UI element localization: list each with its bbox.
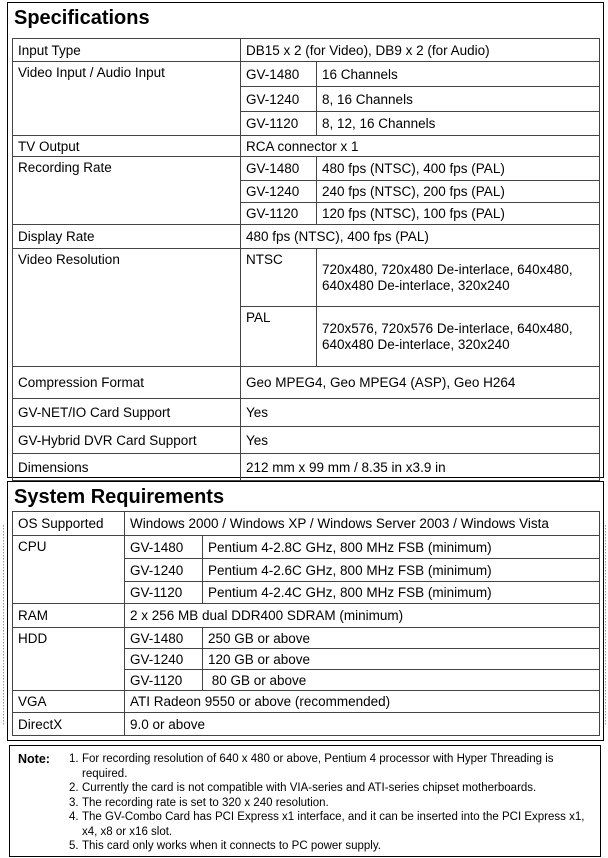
spec-label: Compression Format <box>13 367 241 399</box>
req-value: 2 x 256 MB dual DDR400 SDRAM (minimum) <box>125 604 600 628</box>
spec-label: Display Rate <box>13 225 241 249</box>
model-cell: GV-1240 <box>241 87 317 112</box>
note-text: This card only works when it connects to PC power supply. <box>82 840 381 852</box>
spec-value: 480 fps (NTSC), 400 fps (PAL) <box>317 157 600 181</box>
req-value: 120 GB or above <box>203 649 600 670</box>
req-value: 80 GB or above <box>203 670 600 691</box>
spec-value: DB15 x 2 (for Video), DB9 x 2 (for Audio) <box>241 39 600 62</box>
note-number: 5. <box>69 840 79 852</box>
table-row <box>13 249 600 307</box>
table-row <box>13 691 600 713</box>
table-row <box>13 628 600 649</box>
note-text: The recording rate is set to 320 x 240 resolution. <box>82 796 329 809</box>
model-cell: GV-1120 <box>241 203 317 225</box>
table-row <box>13 713 600 736</box>
system-cell: NTSC <box>241 249 317 307</box>
req-value: Pentium 4-2.4C GHz, 800 MHz FSB (minimum) <box>203 582 600 604</box>
note-text: Currently the card is not compatible with VIA-series and ATI-series chipset motherboards. <box>82 782 537 794</box>
spec-value: 240 fps (NTSC), 200 fps (PAL) <box>317 181 600 203</box>
req-value: 250 GB or above <box>203 628 600 649</box>
req-value: 9.0 or above <box>125 713 600 736</box>
req-label: OS Supported <box>13 512 125 536</box>
spec-label: Recording Rate <box>13 157 241 225</box>
system-requirements-title: System Requirements <box>14 486 225 508</box>
spec-value: 480 fps (NTSC), 400 fps (PAL) <box>241 225 600 249</box>
model-cell: GV-1120 <box>125 670 203 691</box>
table-row <box>13 136 600 157</box>
spec-label: TV Output <box>13 136 241 157</box>
req-label: DirectX <box>13 713 125 736</box>
spec-value: 120 fps (NTSC), 100 fps (PAL) <box>317 203 600 225</box>
list-item <box>69 810 590 839</box>
spec-label: GV-Hybrid DVR Card Support <box>13 427 241 454</box>
spec-label: Video Resolution <box>13 249 241 367</box>
table-row <box>13 604 600 628</box>
req-label: HDD <box>13 628 125 691</box>
req-value: Windows 2000 / Windows XP / Windows Server 2003 / Windows Vista <box>125 512 600 536</box>
spec-label: Input Type <box>13 39 241 62</box>
table-row <box>13 62 600 87</box>
req-label: RAM <box>13 604 125 628</box>
note-number: 1. <box>69 753 79 765</box>
model-cell: GV-1120 <box>125 582 203 604</box>
specifications-table <box>12 38 600 481</box>
spec-value: 720x480, 720x480 De-interlace, 640x480, 640x480 De-interlace, 320x240 <box>317 249 600 307</box>
note-number: 3. <box>69 796 79 809</box>
note-list <box>18 752 590 854</box>
table-row <box>13 367 600 399</box>
table-row <box>13 39 600 62</box>
specifications-title: Specifications <box>14 7 150 29</box>
table-row <box>13 512 600 536</box>
note-number: 2. <box>69 782 79 794</box>
note-number: 4. <box>69 811 79 823</box>
model-cell: GV-1120 <box>241 112 317 136</box>
req-value: Pentium 4-2.8C GHz, 800 MHz FSB (minimum) <box>203 536 600 559</box>
table-row <box>13 399 600 427</box>
list-item <box>69 839 590 854</box>
req-label: CPU <box>13 536 125 604</box>
table-row <box>13 536 600 559</box>
spec-value: Yes <box>241 427 600 454</box>
req-label: VGA <box>13 691 125 713</box>
note-text: The GV-Combo Card has PCI Express x1 interface, and it can be inserted into the PCI Express x1, x4, x8 or x16 slot. <box>82 811 585 838</box>
model-cell: GV-1480 <box>241 62 317 87</box>
note-block <box>18 752 590 854</box>
dotted-divider-right <box>605 525 606 725</box>
spec-value: 16 Channels <box>317 62 600 87</box>
spec-value: 8, 12, 16 Channels <box>317 112 600 136</box>
spec-value: RCA connector x 1 <box>241 136 600 157</box>
table-row <box>13 454 600 481</box>
spec-value: Geo MPEG4, Geo MPEG4 (ASP), Geo H264 <box>241 367 600 399</box>
spec-value: Yes <box>241 399 600 427</box>
spec-value: 720x576, 720x576 De-interlace, 640x480, 640x480 De-interlace, 320x240 <box>317 307 600 367</box>
system-requirements-table <box>12 511 600 736</box>
spec-label: Video Input / Audio Input <box>13 62 241 136</box>
list-item <box>69 796 590 811</box>
req-value: Pentium 4-2.6C GHz, 800 MHz FSB (minimum) <box>203 559 600 582</box>
model-cell: GV-1240 <box>125 559 203 582</box>
list-item <box>69 781 590 796</box>
table-row <box>13 427 600 454</box>
model-cell: GV-1480 <box>125 536 203 559</box>
note-text: For recording resolution of 640 x 480 or above, Pentium 4 processor with Hyper Threading is required. <box>82 753 554 780</box>
spec-label: GV-NET/IO Card Support <box>13 399 241 427</box>
spec-value: 8, 16 Channels <box>317 87 600 112</box>
model-cell: GV-1480 <box>125 628 203 649</box>
note-heading: Note: <box>18 752 50 766</box>
model-cell: GV-1240 <box>125 649 203 670</box>
table-row <box>13 225 600 249</box>
req-value: ATI Radeon 9550 or above (recommended) <box>125 691 600 713</box>
table-row <box>13 157 600 181</box>
spec-value: 212 mm x 99 mm / 8.35 in x3.9 in <box>241 454 600 481</box>
system-cell: PAL <box>241 307 317 367</box>
model-cell: GV-1240 <box>241 181 317 203</box>
dotted-divider-left <box>3 525 4 725</box>
list-item <box>69 752 590 781</box>
model-cell: GV-1480 <box>241 157 317 181</box>
spec-label: Dimensions <box>13 454 241 481</box>
